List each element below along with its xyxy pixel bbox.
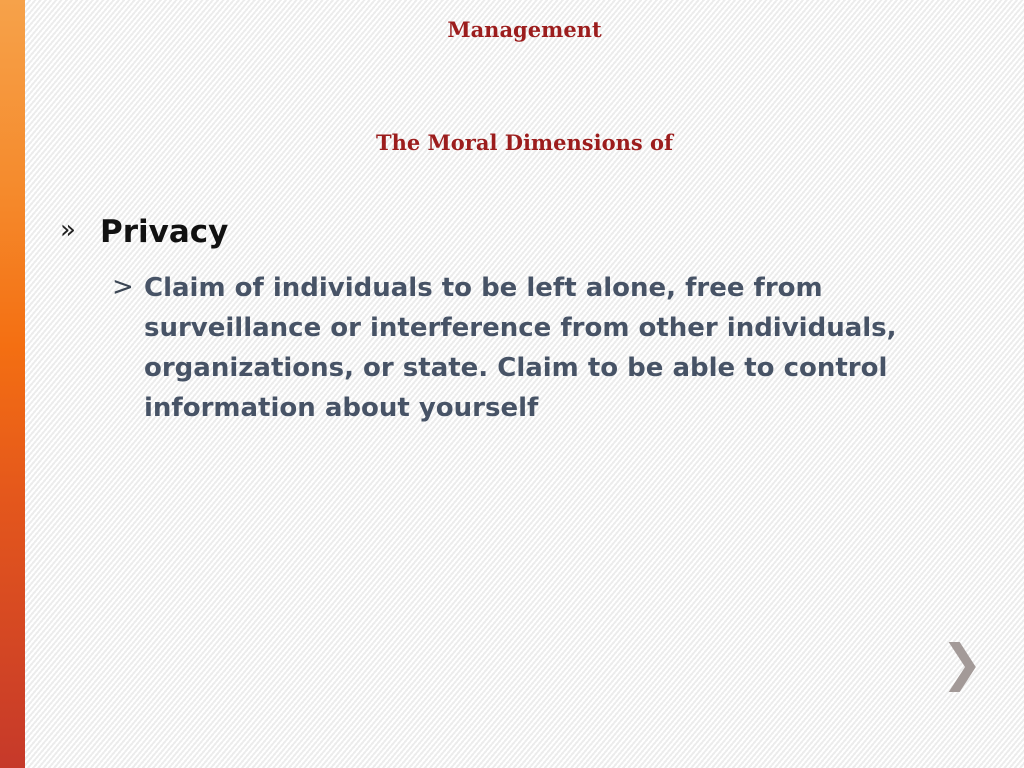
accent-side-bar [0, 0, 25, 768]
bullet-item-privacy [60, 210, 960, 254]
sub-bullet-item-definition [112, 268, 960, 428]
slide-title-line-1: Management [447, 17, 602, 42]
sub-bullet-text: Claim of individuals to be left alone, free from surveillance or interference from other individuals, organizations, or state. Claim to be able to control information about yourself [144, 273, 897, 423]
bullet-text-level1: Privacy [100, 214, 229, 250]
slide-title-line-2: The Moral Dimensions of [375, 130, 674, 155]
slide-content [60, 210, 960, 428]
chevron-right-icon[interactable]: ❯ [941, 634, 983, 692]
bullet-marker-level2: > [112, 272, 134, 302]
bullet-marker-level1: » [60, 215, 76, 245]
